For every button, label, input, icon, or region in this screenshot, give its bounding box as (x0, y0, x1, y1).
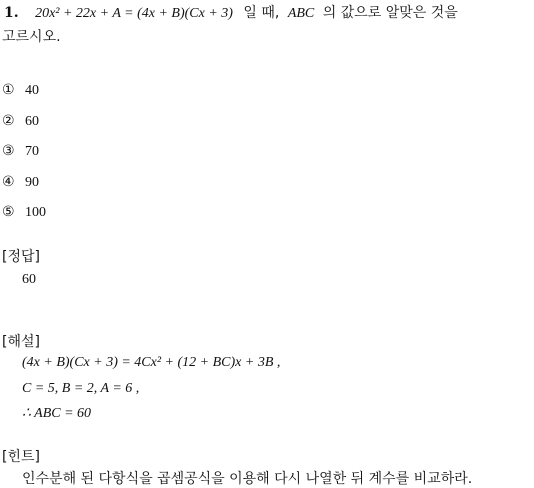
explanation-line-2: C = 5, B = 2, A = 6 , (22, 381, 140, 396)
option-marker: ① (2, 82, 15, 98)
option-value: 40 (25, 83, 40, 98)
option-1[interactable] (2, 82, 39, 99)
explanation-line-3: ∴ ABC = 60 (22, 406, 92, 421)
option-marker: ② (2, 113, 15, 129)
question-stem-line1 (4, 2, 458, 22)
answer-value: 60 (22, 272, 36, 287)
hint-label: [힌트] (2, 449, 40, 465)
answer-label: [정답] (2, 249, 40, 265)
option-marker: ③ (2, 143, 15, 159)
option-marker: ⑤ (2, 204, 15, 220)
question-number: 1. (4, 5, 19, 21)
question-text-tail: 의 값으로 알맞은 것을 (322, 5, 458, 21)
option-5[interactable] (2, 204, 46, 221)
option-value: 70 (25, 144, 40, 159)
option-marker: ④ (2, 174, 15, 190)
question-equation: 20x² + 22x + A = (4x + B)(Cx + 3) (35, 6, 233, 21)
question-text-connector: 일 때, (243, 5, 280, 21)
question-variable: ABC (287, 6, 315, 21)
option-value: 60 (25, 114, 40, 129)
option-4[interactable] (2, 174, 39, 191)
explanation-line-1: (4x + B)(Cx + 3) = 4Cx² + (12 + BC)x + 3B , (22, 355, 281, 370)
option-2[interactable] (2, 113, 39, 130)
option-value: 90 (25, 175, 40, 190)
option-3[interactable] (2, 143, 39, 160)
explanation-label: [해설] (2, 334, 40, 350)
option-value: 100 (25, 205, 47, 220)
hint-text: 인수분해 된 다항식을 곱셈공식을 이용해 다시 나열한 뒤 계수를 비교하라. (22, 471, 473, 487)
question-stem-line2: 고르시오. (2, 29, 61, 45)
